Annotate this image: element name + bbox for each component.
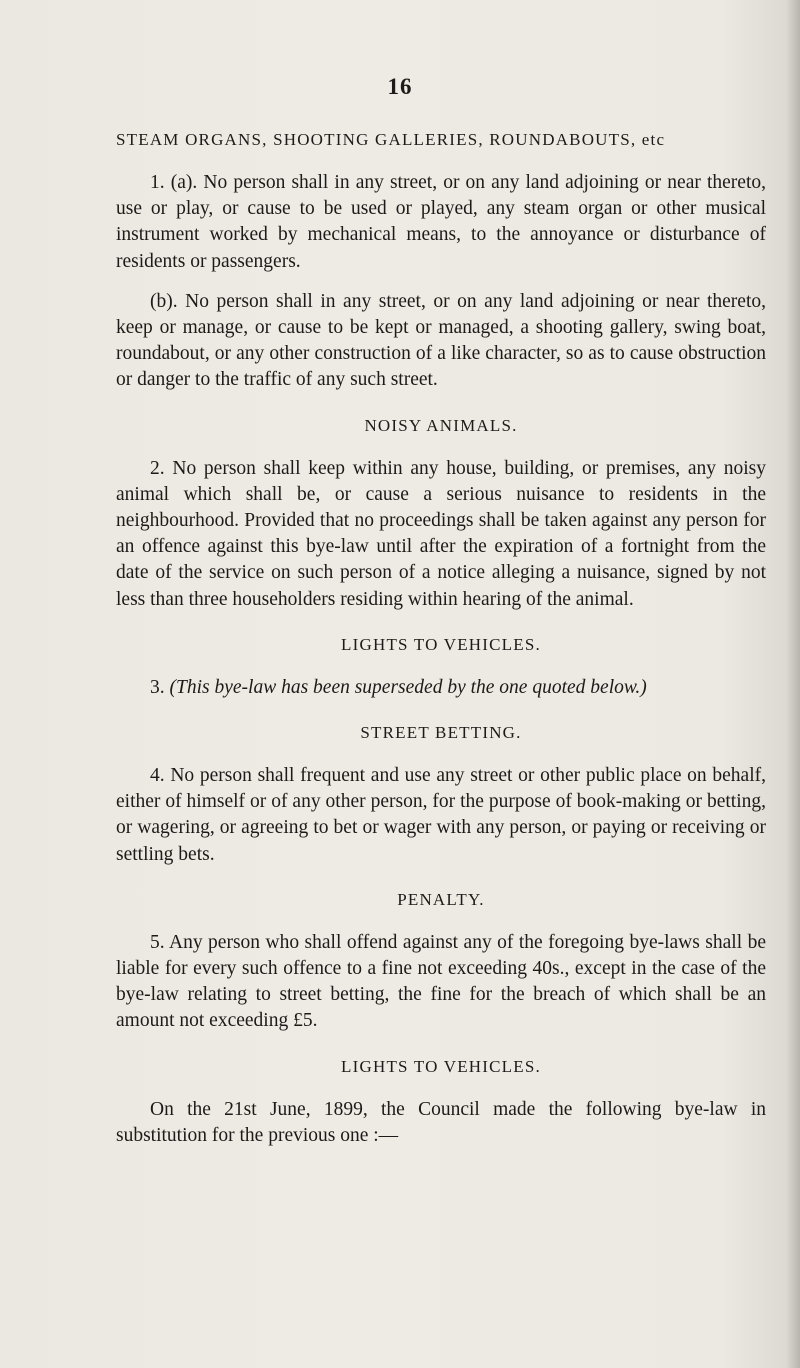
paragraph-6: On the 21st June, 1899, the Council made the following bye-law in substitution for the previous one :— <box>116 1098 766 1146</box>
section-heading-steam-organs: STEAM ORGANS, SHOOTING GALLERIES, ROUNDABOUTS, etc <box>116 130 666 149</box>
page-edge-shadow <box>786 0 800 1368</box>
paragraph-1b: (b). No person shall in any street, or on any land adjoining or near thereto, keep or manage, or cause to be kept or managed, a shooting gallery, swing boat, roundabout, or any other construction of a like character, so as to cause obstruction or danger to the traffic of any such street. <box>116 290 766 391</box>
paragraph-4: 4. No person shall frequent and use any street or other public place on behalf, either of himself or of any other person, for the purpose of book-making or betting, or wagering, or agreeing to bet or wager with any person, or paying or receiving or settling bets. <box>116 765 766 865</box>
section-heading-noisy-animals: NOISY ANIMALS. <box>364 415 518 435</box>
paragraph-1a: 1. (a). No person shall in any street, or on any land adjoining or near thereto, use or play, or cause to be used or played, any steam organ or other musical instrument worked by mechanical means, to the annoyance or disturbance of residents or passengers. <box>116 172 766 272</box>
section-heading-lights-to-vehicles-2: LIGHTS TO VEHICLES. <box>341 1056 541 1076</box>
section-heading-penalty: PENALTY. <box>397 889 485 909</box>
page-number: 16 <box>387 74 413 99</box>
paragraph-3-number: 3. <box>150 676 165 698</box>
paragraph-5: 5. Any person who shall offend against any of the foregoing bye-laws shall be liable for every such offence to a fine not exceeding 40s., except in the case of the bye-law relating to street betting, the fine for the breach of which shall be an amount not exceeding £5. <box>116 931 766 1032</box>
page-content <box>116 130 766 1149</box>
section-heading-street-betting: STREET BETTING. <box>360 723 522 743</box>
paragraph-3-note: (This bye-law has been superseded by the one quoted below.) <box>169 676 647 698</box>
section-heading-lights-to-vehicles: LIGHTS TO VEHICLES. <box>341 634 541 654</box>
paragraph-2: 2. No person shall keep within any house, building, or premises, any noisy animal which shall be, or cause a serious nuisance to residents in the neighbourhood. Provided that no proceedings shall be taken against any person for an offence against this bye-law until after the expiration of a fortnight from the date of the service on such person of a notice alleging a nuisance, signed by not less than three householders residing within hearing of the animal. <box>116 457 766 610</box>
paragraph-3 <box>116 675 766 701</box>
